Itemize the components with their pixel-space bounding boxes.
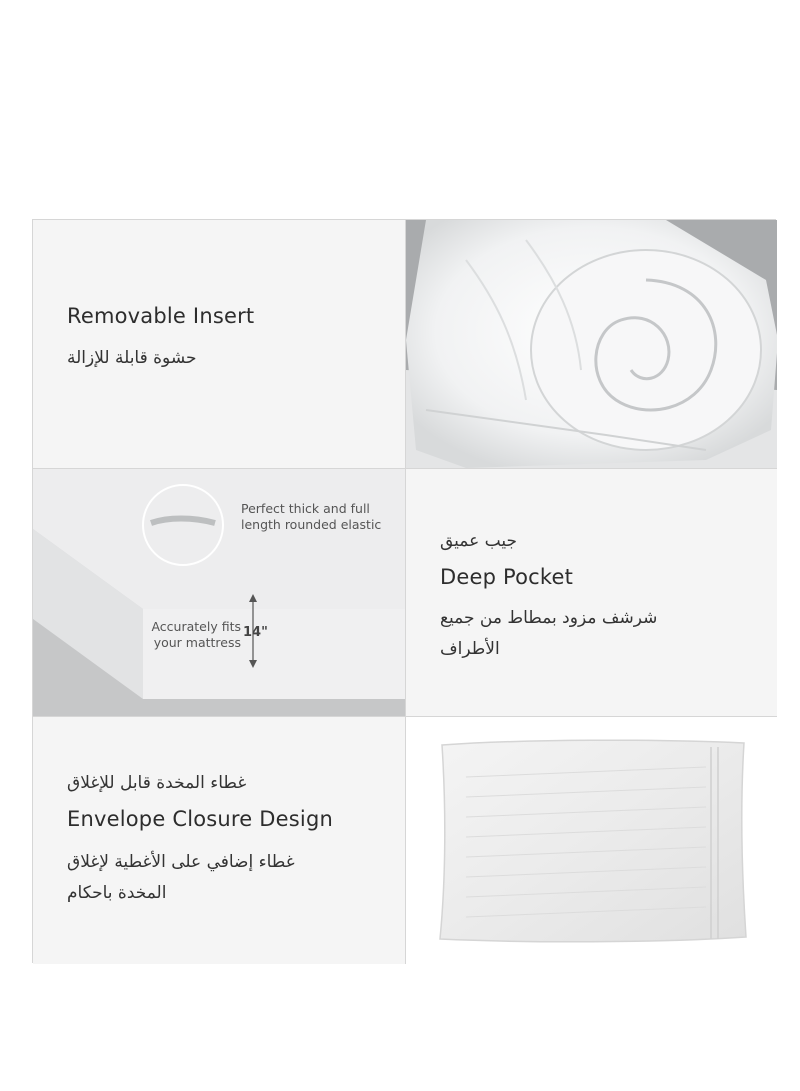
- removable-insert-title: Removable Insert: [67, 304, 255, 328]
- duvet-roll-illustration: [406, 220, 777, 468]
- removable-insert-subtitle-ar: حشوة قابلة للإزالة: [67, 348, 197, 368]
- pillow-illustration: [406, 717, 777, 964]
- deep-pocket-title: Deep Pocket: [440, 565, 574, 589]
- duvet-roll-photo: [405, 220, 777, 468]
- elastic-callout: Perfect thick and full length rounded elastic: [241, 501, 382, 532]
- deep-pocket-desc-ar: شرشف مزود بمطاط من جميع الأطراف: [440, 608, 658, 659]
- deep-pocket-heading-ar: جيب عميق: [440, 531, 518, 551]
- fit-callout: Accurately fits your mattress: [151, 619, 241, 650]
- pillow-photo: [405, 716, 777, 964]
- deep-pocket-panel: [405, 468, 777, 716]
- feature-grid: [32, 219, 776, 963]
- removable-insert-panel: [33, 220, 405, 468]
- pocket-depth-label: 14": [243, 625, 268, 640]
- envelope-desc-ar: غطاء إضافي على الأغطية لإغلاق المخدة باحكام: [67, 852, 295, 903]
- envelope-heading-ar: غطاء المخدة قابل للإغلاق: [67, 773, 247, 793]
- envelope-title: Envelope Closure Design: [67, 807, 334, 831]
- fitted-sheet-photo: [33, 468, 405, 716]
- envelope-closure-panel: [33, 716, 405, 964]
